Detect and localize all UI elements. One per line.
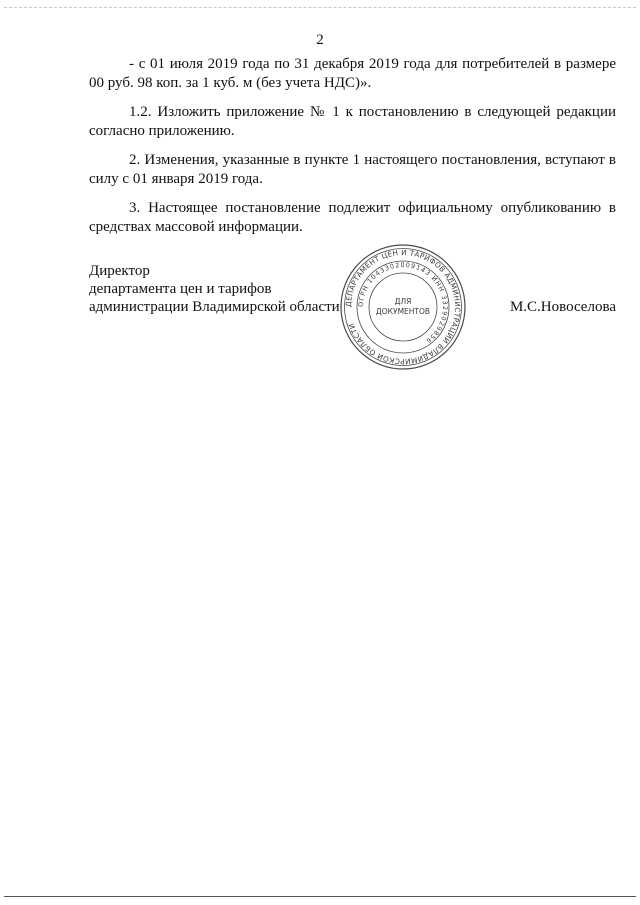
paragraph-item-3: 3. Настоящее постановление подлежит официальному опубликованию в средствах массовой информации. [89, 200, 616, 235]
page-number: 2 [316, 32, 324, 48]
seal-center-line1: ДЛЯ [394, 297, 412, 306]
signature-block [89, 262, 616, 322]
signatory-administration: администрации Владимирской области [89, 299, 340, 315]
signatory-title: Директор [89, 263, 150, 279]
paragraph-item-1-2: 1.2. Изложить приложение № 1 к постановлению в следующей редакции согласно приложению. [89, 104, 616, 139]
signatory-name: М.С.Новоселова [509, 299, 616, 315]
seal-inner-ring-text: ОГРН 1043302009143 ИНН 3329029856 [356, 260, 450, 346]
paragraph-item-2: 2. Изменения, указанные в пункте 1 настоящего постановления, вступают в силу с 01 января 2019 года. [89, 152, 616, 187]
seal-outer-ring-text: ДЕПАРТАМЕНТ ЦЕН И ТАРИФОВ АДМИНИСТРАЦИИ ВЛАДИМИРСКОЙ ОБЛАСТИ [343, 247, 463, 367]
top-scan-edge [4, 7, 636, 8]
paragraph-tariff-period: - с 01 июля 2019 года по 31 декабря 2019 года для потребителей в размере 00 руб. 98 коп. за 1 куб. м (без учета НДС)». [89, 56, 616, 91]
document-body [89, 55, 616, 247]
signatory-department: департамента цен и тарифов [89, 281, 272, 297]
seal-center-line2: ДОКУМЕНТОВ [375, 307, 431, 316]
bottom-scan-edge [4, 896, 636, 897]
